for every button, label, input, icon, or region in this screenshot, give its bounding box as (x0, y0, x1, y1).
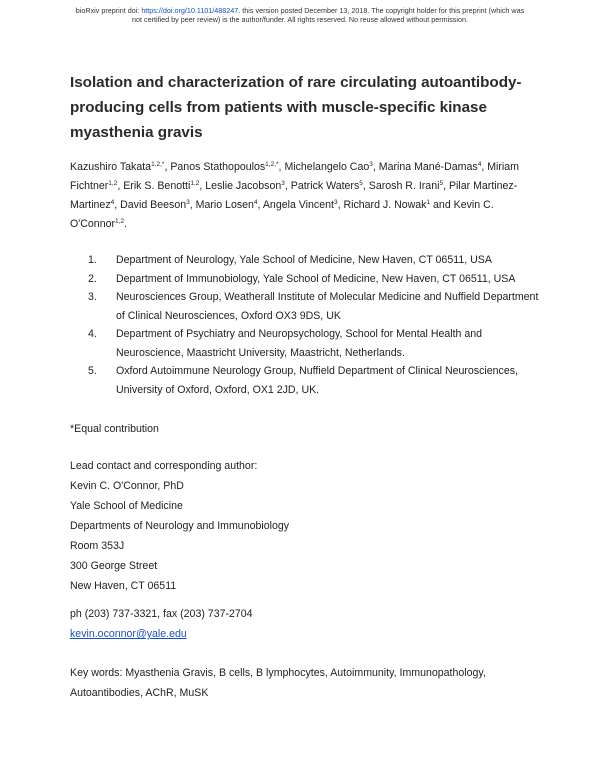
contact-line: Kevin C. O'Connor, PhD (70, 480, 184, 492)
author-affiliation-marker: 1,2,* (265, 161, 279, 168)
author-separator: , (284, 180, 291, 192)
contact-heading: Lead contact and corresponding author: (70, 460, 258, 472)
author-name: Kevin C. O'Connor (70, 199, 494, 230)
contact-block (70, 456, 289, 596)
author (343, 199, 453, 211)
author-affiliation-marker: 1,2,* (151, 161, 165, 168)
phone-fax: ph (203) 737-3321, fax (203) 737-2704 (70, 608, 253, 620)
author-separator: , (114, 199, 121, 211)
author-separator: , (278, 161, 285, 173)
author-separator: , (199, 180, 206, 192)
author-affiliation-marker: 4 (477, 161, 482, 168)
author-separator: , (362, 180, 369, 192)
affiliation-item (88, 325, 548, 362)
author-affiliation-marker: 3 (369, 161, 373, 168)
phone-email-block (70, 604, 253, 644)
affiliation-number: 2. (88, 272, 97, 285)
author-separator: , (117, 180, 124, 192)
author-name: Leslie Jacobson (205, 180, 282, 192)
author-separator: , (189, 199, 196, 211)
author-affiliation-marker: 4 (110, 199, 115, 206)
author-separator: , (337, 199, 344, 211)
contact-line: Departments of Neurology and Immunobiology (70, 520, 290, 532)
author-affiliation-marker: 3 (281, 180, 285, 187)
author-name: Richard J. Nowak (343, 199, 427, 211)
author-name: Pilar Martinez-Martinez (70, 180, 518, 211)
affiliation-text: Neurosciences Group, Weatherall Institute of Molecular Medicine and Nuffield Department of Clinical Neurosciences, Oxford OX3 9DS, UK (116, 291, 539, 322)
author-name: Michelangelo Cao (284, 161, 370, 173)
affiliation-number: 1. (88, 254, 97, 266)
header-line-2: not certified by peer review) is the author/funder. All rights reserved. No reuse allowed without permission. (132, 15, 468, 24)
author-list (70, 158, 532, 234)
affiliation-item (88, 251, 548, 270)
author-name: Sarosh R. Irani (368, 180, 440, 192)
author (120, 199, 195, 211)
author (379, 161, 487, 173)
keywords-line-2: Autoantibodies, AChR, MuSK (70, 687, 209, 699)
author (196, 199, 263, 211)
author-affiliation-marker: 1,2 (108, 180, 118, 187)
contact-line: Yale School of Medicine (70, 500, 183, 512)
author (369, 180, 449, 192)
author-separator: , (257, 199, 263, 211)
affiliation-text: Oxford Autoimmune Neurology Group, Nuffield Department of Clinical Neurosciences, University of Oxford, Oxford, OX1 2JD, UK. (116, 365, 518, 396)
author-affiliation-marker: 5 (359, 180, 363, 187)
affiliation-list (88, 251, 548, 399)
author-separator: , (443, 180, 449, 192)
author-separator: . (124, 218, 128, 230)
affiliation-item (88, 288, 548, 325)
affiliation-number: 3. (88, 291, 97, 303)
author (205, 180, 291, 192)
author (284, 161, 378, 173)
author (263, 199, 344, 211)
author-name: Marina Mané-Damas (378, 161, 478, 173)
author-name: David Beeson (120, 199, 187, 211)
author-affiliation-marker: 1 (426, 199, 431, 206)
paper-title: Isolation and characterization of rare circulating autoantibody-producing cells from patients with muscle-specific kinase myasthenia gravis (70, 74, 522, 141)
contact-line: 300 George Street (70, 560, 158, 572)
author-affiliation-marker: 1,2 (115, 218, 125, 225)
author-affiliation-marker: 4 (253, 199, 258, 206)
author-affiliation-marker: 3 (333, 199, 338, 206)
author (70, 161, 170, 173)
author-separator: , (164, 161, 171, 173)
affiliation-text: Department of Immunobiology, Yale School of Medicine, New Haven, CT 06511, USA (116, 272, 516, 285)
author-separator: and (430, 199, 454, 211)
author-name: Miriam Fichtner (70, 161, 519, 192)
affiliation-item (88, 362, 548, 399)
author-name: Patrick Waters (290, 180, 360, 192)
affiliation-text: Department of Psychiatry and Neuropsychology, School for Mental Health and Neuroscience, Maastricht University, Maastricht, Netherlands. (116, 328, 483, 359)
author-name: Kazushiro Takata (70, 161, 152, 173)
author-name: Mario Losen (195, 199, 254, 211)
author (123, 180, 205, 192)
affiliation-item (88, 270, 548, 289)
email-link[interactable]: kevin.oconnor@yale.edu (70, 628, 187, 640)
author-name: Panos Stathopoulos (170, 161, 266, 173)
header-line-1: bioRxiv preprint doi: https://doi.org/10.1101/488247. this version posted December 13, 2018. The copyright holder for this preprint (which was (75, 6, 525, 15)
author-separator: , (481, 161, 488, 173)
preprint-header (0, 6, 600, 24)
contact-line: New Haven, CT 06511 (70, 580, 177, 592)
affiliation-number: 5. (88, 365, 97, 377)
doi-link[interactable]: https://doi.org/10.1101/488247 (141, 6, 239, 15)
affiliation-text: Department of Neurology, Yale School of Medicine, New Haven, CT 06511, USA (116, 254, 492, 266)
author (170, 161, 284, 173)
author-name: Erik S. Benotti (123, 180, 191, 192)
affiliation-number: 4. (88, 328, 97, 340)
author-affiliation-marker: 5 (439, 180, 444, 187)
author-separator: , (372, 161, 379, 173)
contact-line: Room 353J (70, 540, 125, 552)
keywords-line-1: Key words: Myasthenia Gravis, B cells, B lymphocytes, Autoimmunity, Immunopathology, (70, 667, 486, 679)
author-affiliation-marker: 1,2 (190, 180, 200, 187)
author (291, 180, 369, 192)
keywords-block (70, 663, 486, 703)
equal-contribution-note: *Equal contribution (70, 423, 159, 435)
author-name: Angela Vincent (262, 199, 334, 211)
author-affiliation-marker: 3 (186, 199, 190, 206)
